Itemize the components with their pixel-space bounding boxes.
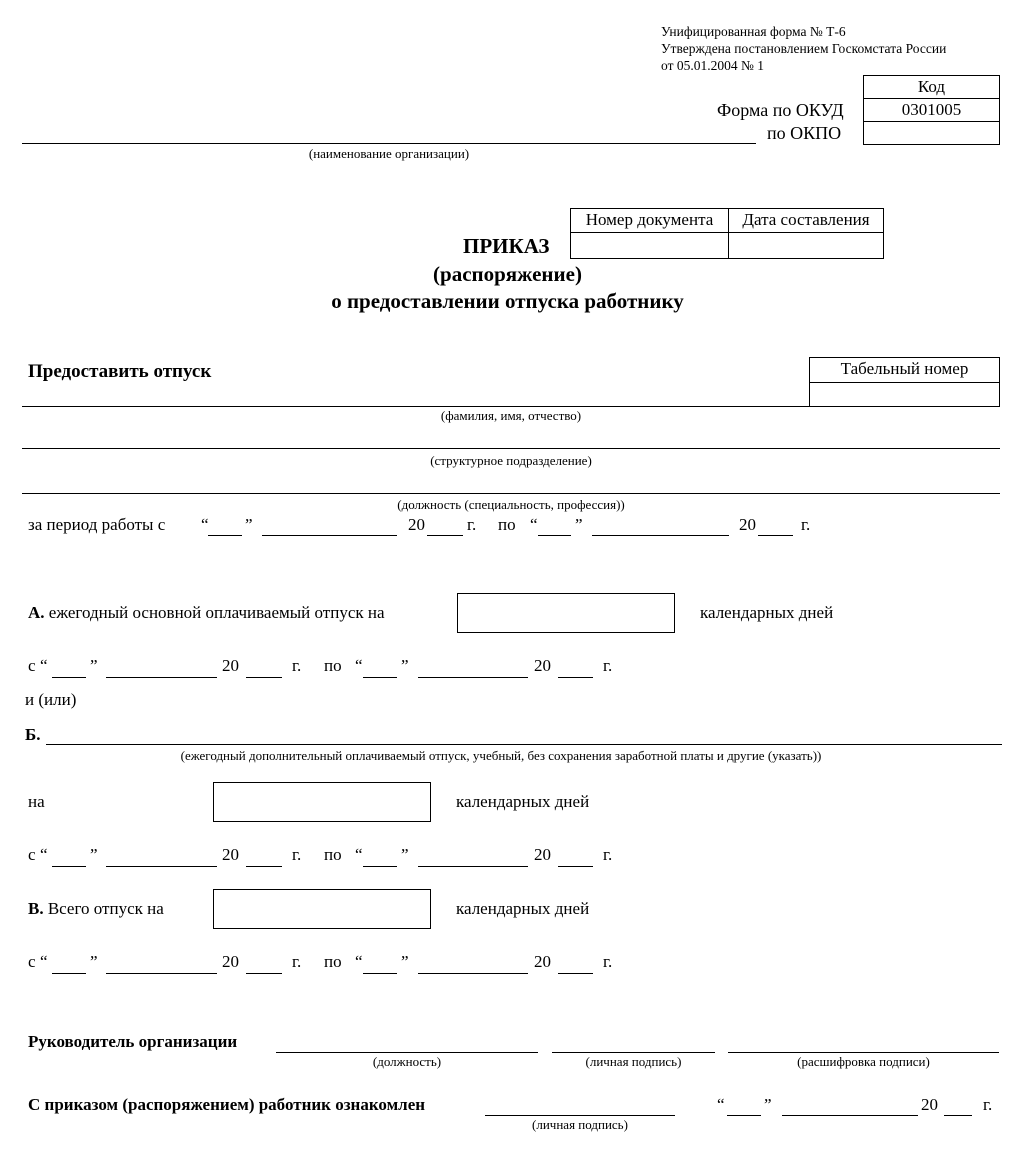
section-v-days-label: календарных дней xyxy=(456,899,590,918)
work-from-month[interactable] xyxy=(262,535,397,536)
position-caption: (должность (специальность, профессия)) xyxy=(397,497,625,512)
section-a-days-label: календарных дней xyxy=(700,603,834,622)
head-sign-line[interactable] xyxy=(552,1052,715,1053)
year-suffix: г. xyxy=(603,656,613,675)
code-header: Код xyxy=(863,75,1000,99)
quote-open: “ xyxy=(201,515,209,534)
head-position-caption: (должность) xyxy=(372,1054,442,1069)
work-to-year[interactable] xyxy=(758,535,793,536)
doc-date-header: Дата составления xyxy=(728,208,884,233)
year-prefix: 20 xyxy=(222,845,239,864)
year-suffix: г. xyxy=(603,845,613,864)
head-decode-caption: (расшифровка подписи) xyxy=(797,1054,930,1069)
work-period-label: за период работы с xyxy=(28,515,166,534)
quote-open: “ xyxy=(40,845,48,864)
a-to-year[interactable] xyxy=(558,677,593,678)
b-to-month[interactable] xyxy=(418,866,528,867)
b-from-month[interactable] xyxy=(106,866,217,867)
v-to-day[interactable] xyxy=(363,973,397,974)
year-prefix: 20 xyxy=(921,1095,938,1114)
section-a-label xyxy=(28,603,385,623)
quote-close: ” xyxy=(764,1095,772,1114)
v-from-year[interactable] xyxy=(246,973,282,974)
quote-open: “ xyxy=(355,656,363,675)
a-from-day[interactable] xyxy=(52,677,86,678)
okud-value[interactable]: 0301005 xyxy=(863,98,1000,122)
v-from-day[interactable] xyxy=(52,973,86,974)
quote-close: ” xyxy=(90,656,98,675)
department-caption: (структурное подразделение) xyxy=(430,453,592,468)
to-label: по xyxy=(498,515,516,534)
section-v-days-box[interactable] xyxy=(213,889,431,929)
section-b-on-label: на xyxy=(28,792,45,811)
ack-sign-caption: (личная подпись) xyxy=(532,1117,628,1132)
form-date-line: от 05.01.2004 № 1 xyxy=(661,58,764,73)
work-from-year[interactable] xyxy=(427,535,463,536)
a-to-month[interactable] xyxy=(418,677,528,678)
okpo-value[interactable] xyxy=(863,121,1000,145)
to-label: по xyxy=(324,952,342,971)
okud-label: Форма по ОКУД xyxy=(717,100,844,120)
b-to-day[interactable] xyxy=(363,866,397,867)
year-prefix: 20 xyxy=(534,845,551,864)
work-to-month[interactable] xyxy=(592,535,729,536)
order-title: ПРИКАЗ xyxy=(463,234,550,258)
quote-open: “ xyxy=(40,952,48,971)
quote-open: “ xyxy=(355,952,363,971)
order-topic: о предоставлении отпуска работнику xyxy=(331,289,684,313)
work-from-day[interactable] xyxy=(208,535,242,536)
a-to-day[interactable] xyxy=(363,677,397,678)
section-v-text: Всего отпуск на xyxy=(47,899,164,918)
head-position-line[interactable] xyxy=(276,1052,538,1053)
to-label: по xyxy=(324,656,342,675)
quote-close: ” xyxy=(401,952,409,971)
quote-close: ” xyxy=(575,515,583,534)
year-prefix: 20 xyxy=(534,952,551,971)
from-label: с xyxy=(28,845,36,864)
b-from-day[interactable] xyxy=(52,866,86,867)
quote-open: “ xyxy=(530,515,538,534)
quote-close: ” xyxy=(401,845,409,864)
fio-caption: (фамилия, имя, отчество) xyxy=(440,408,582,423)
a-from-year[interactable] xyxy=(246,677,282,678)
work-to-day[interactable] xyxy=(538,535,571,536)
year-suffix: г. xyxy=(603,952,613,971)
quote-close: ” xyxy=(245,515,253,534)
year-suffix: г. xyxy=(292,952,302,971)
tab-number-value[interactable] xyxy=(809,382,1000,407)
ack-sign-line[interactable] xyxy=(485,1115,675,1116)
section-b-type-line[interactable] xyxy=(46,744,1002,745)
section-v-label xyxy=(28,899,164,919)
section-b-days-box[interactable] xyxy=(213,782,431,822)
doc-number-value[interactable] xyxy=(570,232,729,259)
order-subtitle: (распоряжение) xyxy=(433,262,582,286)
ack-year[interactable] xyxy=(944,1115,972,1116)
quote-open: “ xyxy=(355,845,363,864)
a-from-month[interactable] xyxy=(106,677,217,678)
organization-caption: (наименование организации) xyxy=(308,146,470,161)
okpo-label: по ОКПО xyxy=(767,123,842,143)
head-decode-line[interactable] xyxy=(728,1052,999,1053)
b-to-year[interactable] xyxy=(558,866,593,867)
tab-number-header: Табельный номер xyxy=(809,357,1000,383)
from-label: с xyxy=(28,656,36,675)
section-b-caption: (ежегодный дополнительный оплачиваемый отпуск, учебный, без сохранения заработной платы и другие (указать)) xyxy=(180,748,822,763)
b-from-year[interactable] xyxy=(246,866,282,867)
quote-open: “ xyxy=(717,1095,725,1114)
quote-close: ” xyxy=(401,656,409,675)
quote-close: ” xyxy=(90,952,98,971)
section-a-text: ежегодный основной оплачиваемый отпуск на xyxy=(48,603,385,622)
to-label: по xyxy=(324,845,342,864)
year-suffix: г. xyxy=(292,845,302,864)
and-or-label: и (или) xyxy=(25,690,77,709)
head-sign-caption: (личная подпись) xyxy=(585,1054,682,1069)
section-a-days-box[interactable] xyxy=(457,593,675,633)
fio-line[interactable] xyxy=(22,406,1000,407)
v-to-year[interactable] xyxy=(558,973,593,974)
year-prefix: 20 xyxy=(739,515,756,534)
form-name-line: Унифицированная форма № Т-6 xyxy=(661,24,846,39)
head-label: Руководитель организации xyxy=(28,1032,238,1051)
from-label: с xyxy=(28,952,36,971)
ack-label: С приказом (распоряжением) работник ознакомлен xyxy=(28,1095,426,1114)
quote-open: “ xyxy=(40,656,48,675)
v-from-month[interactable] xyxy=(106,973,217,974)
position-line[interactable] xyxy=(22,493,1000,494)
form-approval-line: Утверждена постановлением Госкомстата России xyxy=(661,41,947,56)
ack-day[interactable] xyxy=(727,1115,761,1116)
doc-number-header: Номер документа xyxy=(570,208,729,233)
year-prefix: 20 xyxy=(222,952,239,971)
department-line[interactable] xyxy=(22,448,1000,449)
doc-date-value[interactable] xyxy=(728,232,884,259)
quote-close: ” xyxy=(90,845,98,864)
year-suffix: г. xyxy=(467,515,477,534)
grant-leave-label: Предоставить отпуск xyxy=(28,361,212,382)
year-prefix: 20 xyxy=(408,515,425,534)
ack-month[interactable] xyxy=(782,1115,918,1116)
year-prefix: 20 xyxy=(534,656,551,675)
v-to-month[interactable] xyxy=(418,973,528,974)
year-suffix: г. xyxy=(292,656,302,675)
section-b-days-label: календарных дней xyxy=(456,792,590,811)
section-b-letter: Б. xyxy=(25,725,41,744)
section-a-letter: А. xyxy=(28,603,45,622)
organization-line[interactable] xyxy=(22,143,756,144)
year-suffix: г. xyxy=(983,1095,993,1114)
section-v-letter: В. xyxy=(28,899,44,918)
year-suffix: г. xyxy=(801,515,811,534)
year-prefix: 20 xyxy=(222,656,239,675)
